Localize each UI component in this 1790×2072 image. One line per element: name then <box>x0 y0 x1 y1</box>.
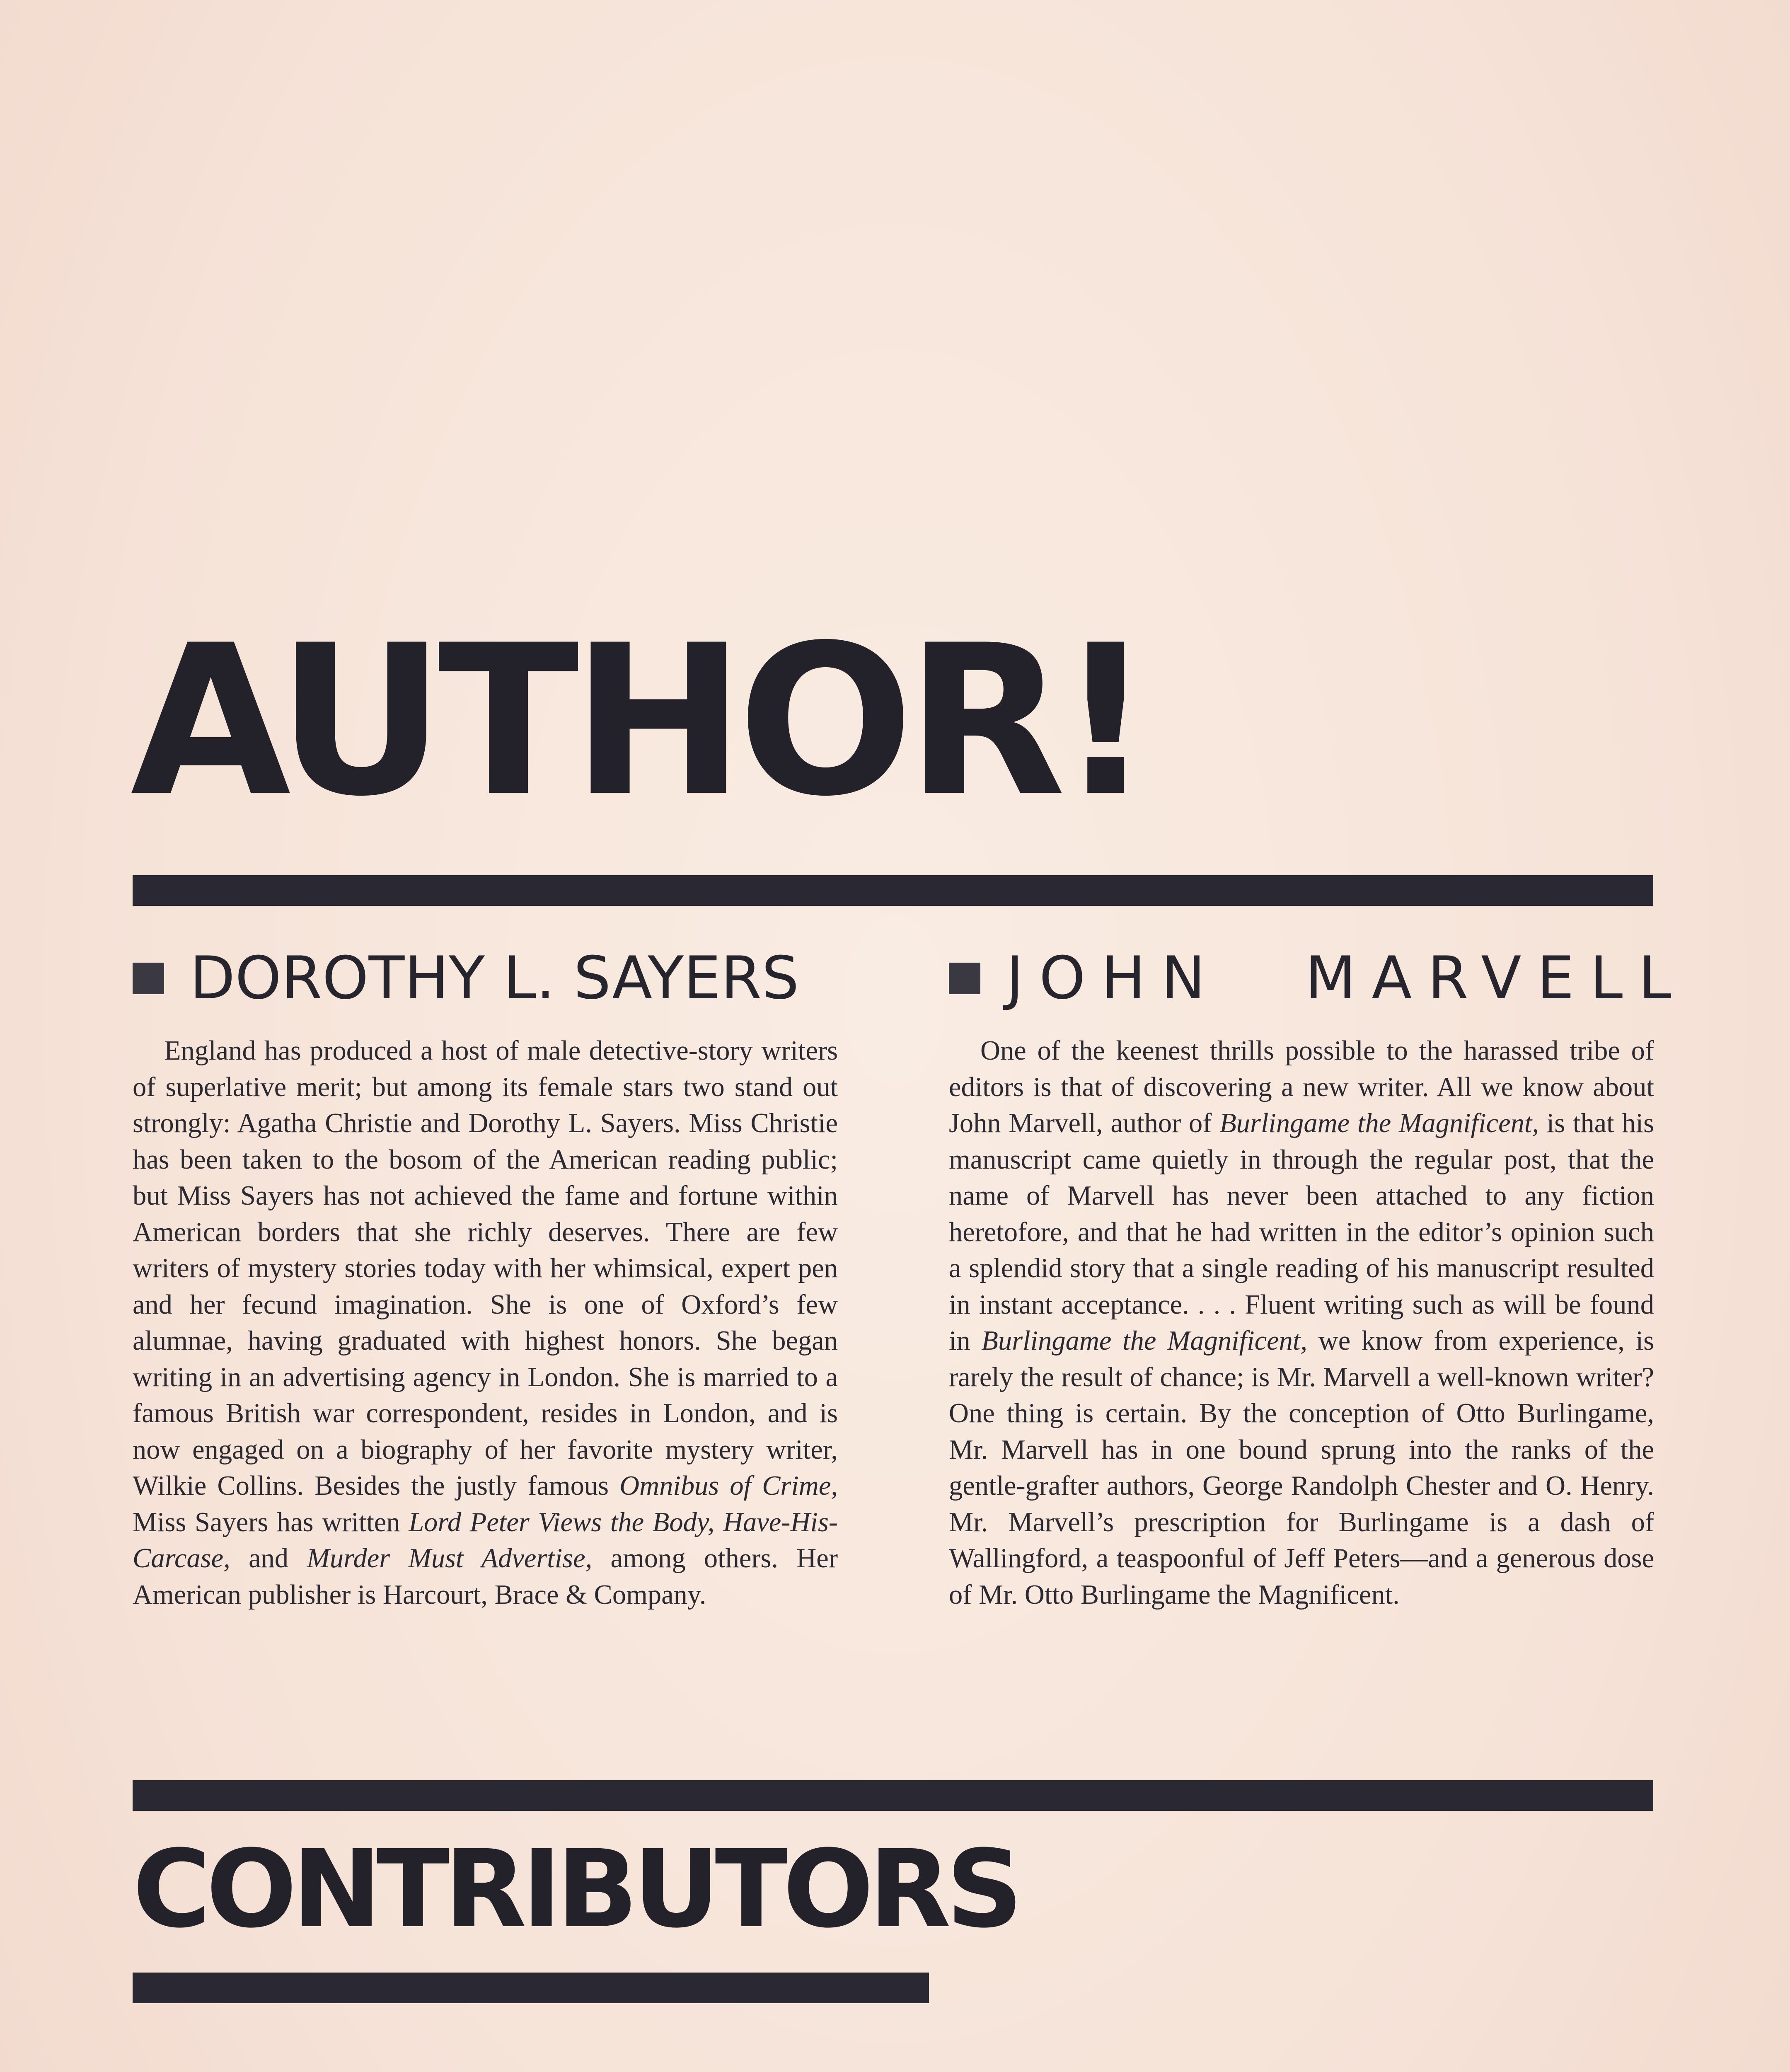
marvell-heading-text: JOHN MARVELL <box>1006 944 1687 1012</box>
sayers-heading <box>133 944 799 1012</box>
body-text: Miss Sayers has written <box>133 1507 409 1537</box>
square-bullet-icon <box>133 963 164 994</box>
contributors-heading: CONTRIBUTORS <box>133 1827 1018 1951</box>
body-text: is that his manuscript came quietly in through the regular post, that the name of Marvell has never been attached to any fiction heretofore, and that he had written in the editor’s opinion such a splendid story that a single reading of his manuscript resulted in instant acceptance. . . . Fluent writing such as will be found in <box>949 1108 1654 1356</box>
body-text: we know from experience, is rarely the result of chance; is Mr. Marvell a well-known writer? One thing is certain. By the conception of Otto Burlingame, Mr. Marvell has in one bound sprung into the ranks of the gentle-grafter authors, George Randolph Chester and O. Henry. Mr. Marvell’s prescription for Burlingame is a dash of Wallingford, a teaspoonful of Jeff Peters—and a generous dose of Mr. Otto Burlingame the Magnificent. <box>949 1326 1654 1610</box>
body-text: England has produced a host of male detective-story writers of superlative merit; but among its female stars two stand out strongly: Agatha Christie and Dorothy L. Sayers. Miss Christie has been taken to the bosom of the American reading public; but Miss Sayers has not achieved the fame and fortune within American borders that she richly deserves. There are few writers of mystery stories today with her whimsical, expert pen and her fecund imagination. She is one of Oxford’s few alumnae, having graduated with highest honors. She began writing in an advertising agency in London. She is married to a famous British war correspondent, resides in London, and is now engaged on a biography of her favorite mystery writer, Wilkie Collins. Besides the justly famous <box>133 1036 838 1501</box>
bottom-divider-bar <box>133 1973 929 2003</box>
body-text: One of the keenest thrills possible to the harassed tribe of editors is that of discovering a new writer. All we know about John Marvell, author of <box>949 1036 1654 1138</box>
marvell-bio <box>949 1033 1654 1613</box>
sayers-heading-text: DOROTHY L. SAYERS <box>190 944 799 1012</box>
italic-title-text: Lord Peter Views the Body, Have-His-Carcase, <box>133 1507 838 1573</box>
italic-title-text: Burlingame the Magnificent, <box>981 1326 1307 1356</box>
italic-title-text: Burlingame the Magnificent, <box>1219 1108 1539 1138</box>
page-headline: AUTHOR! <box>131 600 1146 842</box>
italic-title-text: Omnibus of Crime, <box>619 1471 838 1501</box>
body-text: among others. Her American publisher is Harcourt, Brace & Company. <box>133 1543 838 1610</box>
marvell-heading <box>949 944 1687 1012</box>
square-bullet-icon <box>949 963 980 994</box>
sayers-bio <box>133 1033 838 1613</box>
italic-title-text: Murder Must Advertise, <box>307 1543 593 1573</box>
body-text: and <box>230 1543 307 1573</box>
middle-divider-bar <box>133 1780 1653 1811</box>
top-divider-bar <box>133 875 1653 906</box>
